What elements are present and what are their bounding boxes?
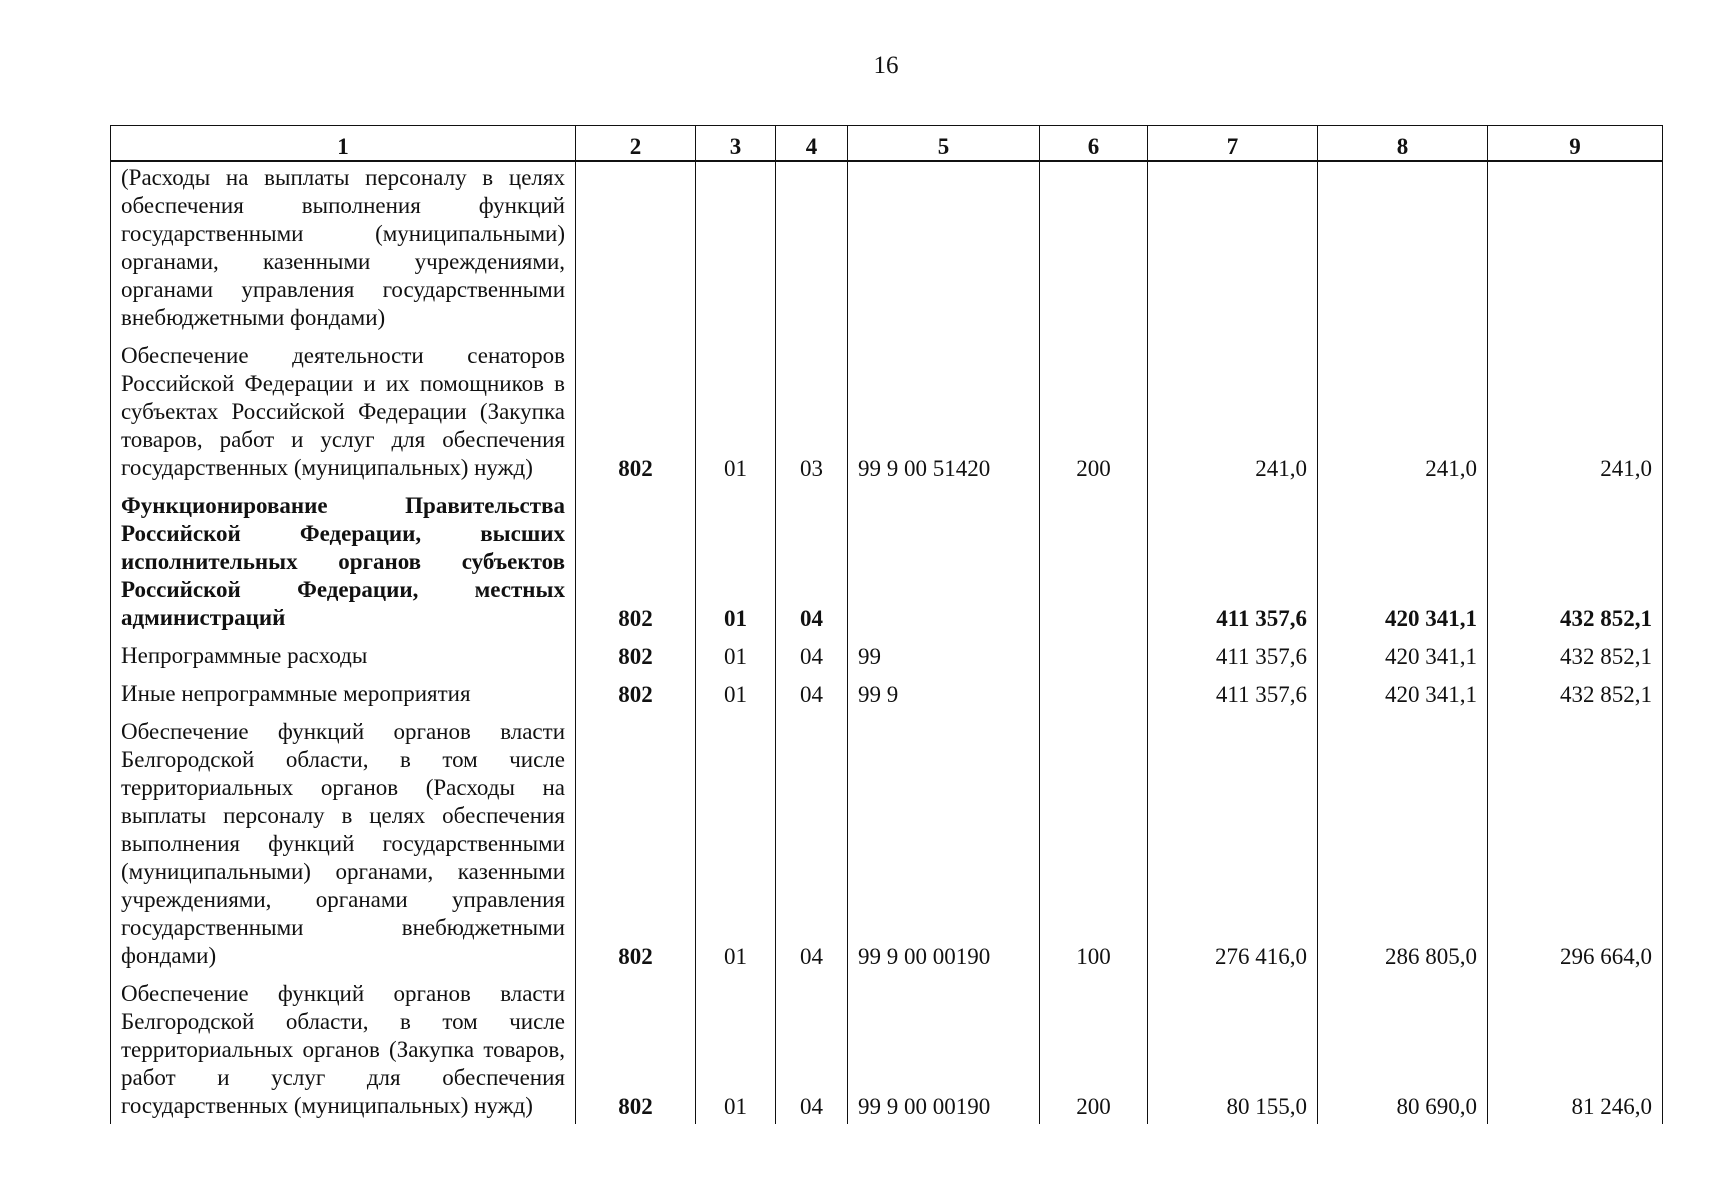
expense-type-code bbox=[1040, 634, 1148, 672]
amount-col-7: 411 357,6 bbox=[1148, 672, 1318, 710]
target-article-code: 99 9 00 00190 bbox=[848, 710, 1040, 972]
amount-col-8: 241,0 bbox=[1318, 334, 1488, 484]
subsection-code: 04 bbox=[776, 484, 848, 634]
amount-col-9: 432 852,1 bbox=[1488, 634, 1663, 672]
row-name: Обеспечение деятельности сенаторов Российской Федерации и их помощников в субъектах Российской Федерации (Закупка товаров, работ и услуг для обеспечения государственных (муниципальных) нужд) bbox=[111, 334, 576, 484]
row-name: Обеспечение функций органов власти Белгородской области, в том числе территориальных органов (Расходы на выплаты персоналу в целях обеспечения выполнения функций государственными (муниципальными) органами, казенными учреждениями, органами управления государственными внебюджетными фондами) bbox=[111, 710, 576, 972]
column-header-8: 8 bbox=[1318, 126, 1488, 162]
amount-col-8: 420 341,1 bbox=[1318, 634, 1488, 672]
expense-type-code bbox=[1040, 672, 1148, 710]
amount-col-7: 241,0 bbox=[1148, 334, 1318, 484]
subsection-code: 04 bbox=[776, 710, 848, 972]
target-article-code bbox=[848, 484, 1040, 634]
section-code: 01 bbox=[696, 972, 776, 1124]
column-header-3: 3 bbox=[696, 126, 776, 162]
section-code bbox=[696, 161, 776, 334]
subsection-code: 04 bbox=[776, 972, 848, 1124]
section-code: 01 bbox=[696, 710, 776, 972]
amount-col-9: 432 852,1 bbox=[1488, 484, 1663, 634]
amount-col-7 bbox=[1148, 161, 1318, 334]
table-row bbox=[111, 710, 1663, 972]
table-row bbox=[111, 672, 1663, 710]
ved-code: 802 bbox=[576, 672, 696, 710]
target-article-code: 99 9 bbox=[848, 672, 1040, 710]
amount-col-8: 420 341,1 bbox=[1318, 672, 1488, 710]
column-header-9: 9 bbox=[1488, 126, 1663, 162]
row-name: (Расходы на выплаты персоналу в целях обеспечения выполнения функций государственными (муниципальными) органами, казенными учреждениями, органами управления государственными внебюджетными фондами) bbox=[111, 161, 576, 334]
table-row bbox=[111, 484, 1663, 634]
row-name: Обеспечение функций органов власти Белгородской области, в том числе территориальных органов (Закупка товаров, работ и услуг для обеспечения государственных (муниципальных) нужд) bbox=[111, 972, 576, 1124]
subsection-code: 03 bbox=[776, 334, 848, 484]
table-body bbox=[111, 161, 1663, 1124]
amount-col-9: 432 852,1 bbox=[1488, 672, 1663, 710]
target-article-code: 99 bbox=[848, 634, 1040, 672]
amount-col-9: 81 246,0 bbox=[1488, 972, 1663, 1124]
amount-col-7: 80 155,0 bbox=[1148, 972, 1318, 1124]
target-article-code bbox=[848, 161, 1040, 334]
amount-col-9: 241,0 bbox=[1488, 334, 1663, 484]
subsection-code: 04 bbox=[776, 672, 848, 710]
amount-col-8: 80 690,0 bbox=[1318, 972, 1488, 1124]
amount-col-8: 420 341,1 bbox=[1318, 484, 1488, 634]
ved-code bbox=[576, 161, 696, 334]
row-name: Функционирование Правительства Российской Федерации, высших исполнительных органов субъектов Российской Федерации, местных администраций bbox=[111, 484, 576, 634]
budget-table bbox=[110, 125, 1663, 1124]
expense-type-code: 100 bbox=[1040, 710, 1148, 972]
column-header-6: 6 bbox=[1040, 126, 1148, 162]
column-header-1: 1 bbox=[111, 126, 576, 162]
row-name: Иные непрограммные мероприятия bbox=[111, 672, 576, 710]
expense-type-code bbox=[1040, 484, 1148, 634]
table-row bbox=[111, 972, 1663, 1124]
expense-type-code: 200 bbox=[1040, 972, 1148, 1124]
amount-col-8: 286 805,0 bbox=[1318, 710, 1488, 972]
target-article-code: 99 9 00 00190 bbox=[848, 972, 1040, 1124]
column-header-2: 2 bbox=[576, 126, 696, 162]
table-row bbox=[111, 334, 1663, 484]
amount-col-9: 296 664,0 bbox=[1488, 710, 1663, 972]
row-name: Непрограммные расходы bbox=[111, 634, 576, 672]
section-code: 01 bbox=[696, 484, 776, 634]
header-row bbox=[111, 126, 1663, 162]
ved-code: 802 bbox=[576, 710, 696, 972]
subsection-code: 04 bbox=[776, 634, 848, 672]
column-header-4: 4 bbox=[776, 126, 848, 162]
table-row bbox=[111, 161, 1663, 334]
section-code: 01 bbox=[696, 334, 776, 484]
amount-col-8 bbox=[1318, 161, 1488, 334]
column-header-5: 5 bbox=[848, 126, 1040, 162]
expense-type-code bbox=[1040, 161, 1148, 334]
ved-code: 802 bbox=[576, 334, 696, 484]
ved-code: 802 bbox=[576, 634, 696, 672]
amount-col-7: 276 416,0 bbox=[1148, 710, 1318, 972]
target-article-code: 99 9 00 51420 bbox=[848, 334, 1040, 484]
amount-col-7: 411 357,6 bbox=[1148, 634, 1318, 672]
page-number: 16 bbox=[873, 52, 899, 79]
column-header-7: 7 bbox=[1148, 126, 1318, 162]
ved-code: 802 bbox=[576, 484, 696, 634]
table-row bbox=[111, 634, 1663, 672]
subsection-code bbox=[776, 161, 848, 334]
expense-type-code: 200 bbox=[1040, 334, 1148, 484]
section-code: 01 bbox=[696, 634, 776, 672]
ved-code: 802 bbox=[576, 972, 696, 1124]
amount-col-9 bbox=[1488, 161, 1663, 334]
section-code: 01 bbox=[696, 672, 776, 710]
amount-col-7: 411 357,6 bbox=[1148, 484, 1318, 634]
